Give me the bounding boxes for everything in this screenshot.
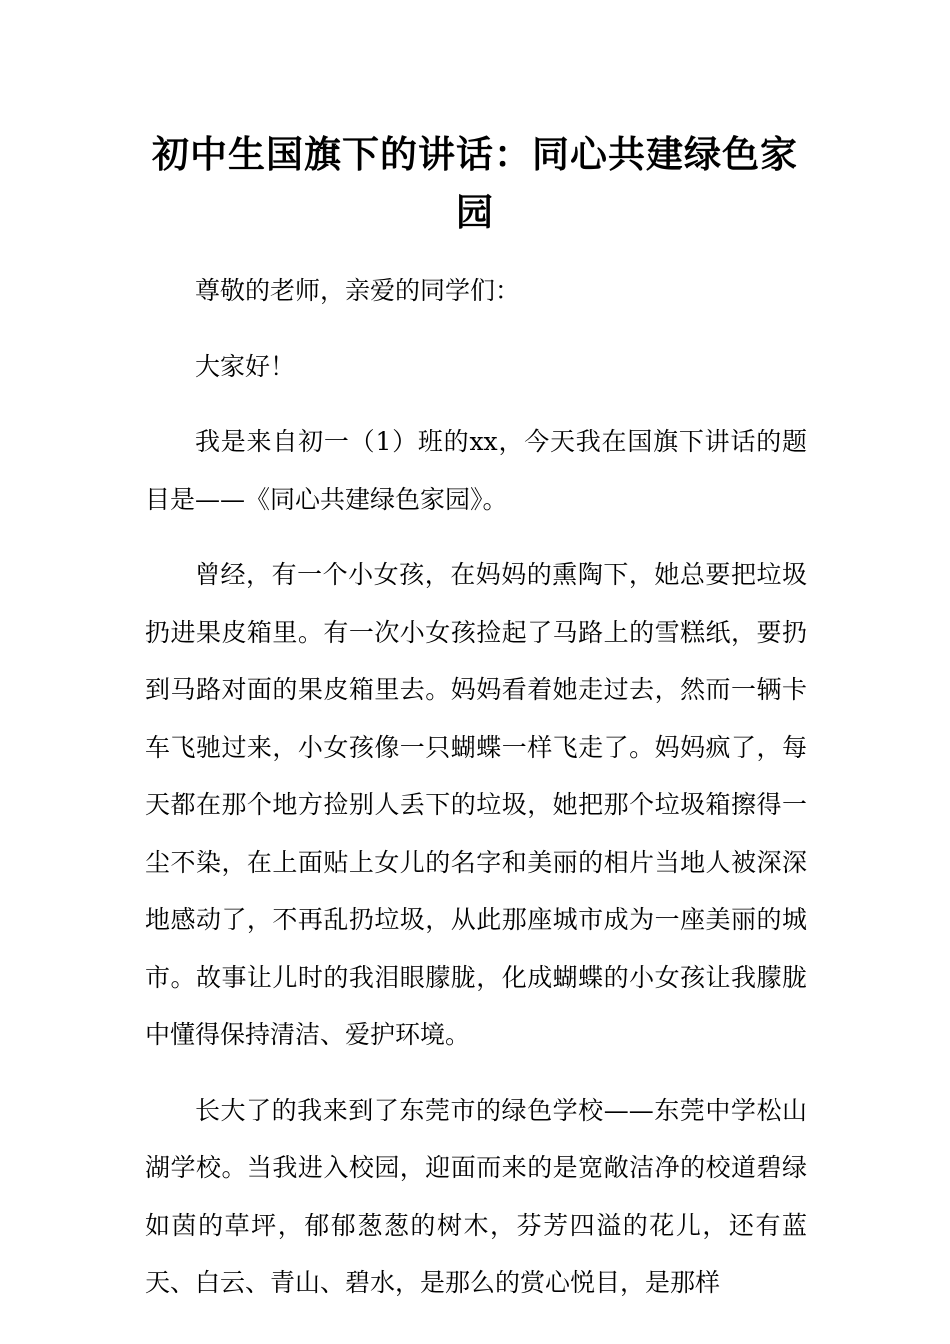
document-title: 初中生国旗下的讲话：同心共建绿色家园 [152,132,798,234]
paragraph-hello: 大家好！ [195,351,296,381]
paragraph-school: 长大了的我来到了东莞市的绿色学校——东莞中学松山湖学校。当我进入校园，迎面而来的是宽敞洁净的校道碧绿如茵的草坪，郁郁葱葱的树木，芬芳四溢的花儿，还有蓝天、白云、青山、碧水，是那么的赏心悦目，是那样 [145,1095,807,1297]
paragraph-greeting: 尊敬的老师，亲爱的同学们： [195,276,521,305]
paragraph-introduction: 我是来自初一（1）班的xx，今天我在国旗下讲话的题目是——《同心共建绿色家园》。 [145,427,807,514]
paragraph-story: 曾经，有一个小女孩，在妈妈的熏陶下，她总要把垃圾扔进果皮箱里。有一次小女孩捡起了马路上的雪糕纸，要扔到马路对面的果皮箱里去。妈妈看着她走过去，然而一辆卡车飞驰过来，小女孩像一只蝴蝶一样飞走了。妈妈疯了，每天都在那个地方捡别人丢下的垃圾，她把那个垃圾箱擦得一尘不染，在上面贴上女儿的名字和美丽的相片当地人被深深地感动了，不再乱扔垃圾，从此那座城市成为一座美丽的城市。故事让儿时的我泪眼朦胧，化成蝴蝶的小女孩让我朦胧中懂得保持清洁、爱护环境。 [145,560,807,1049]
document-body [145,262,807,1330]
